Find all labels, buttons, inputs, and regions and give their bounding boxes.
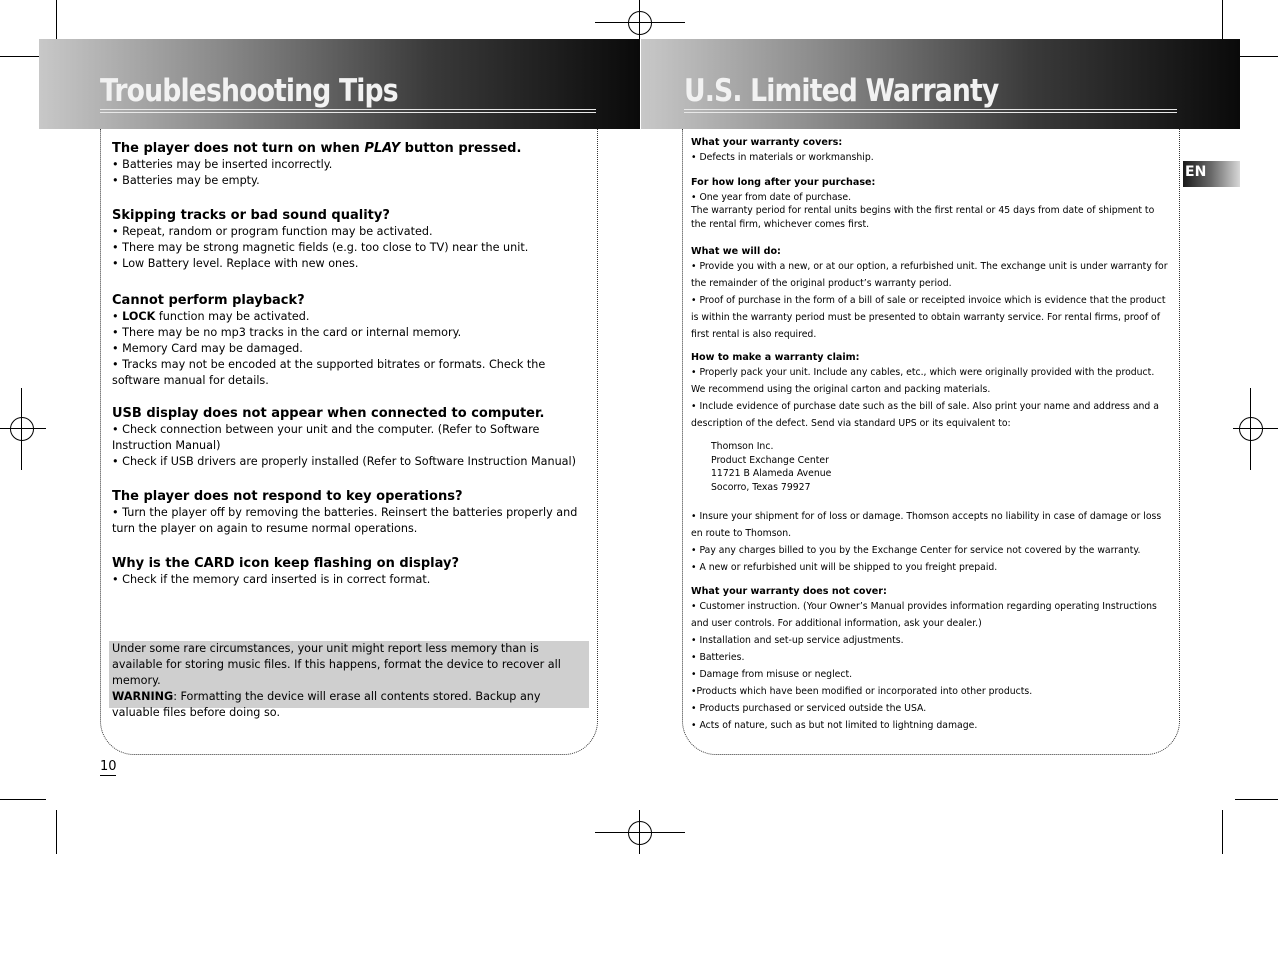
trouble-section <box>112 292 588 389</box>
warranty-line: • Provide you with a new, or at our option, a refurbished unit. The exchange unit is under warranty for the remainder of the original product’s warranty period. <box>691 261 1168 289</box>
crop-mark <box>595 832 685 833</box>
warranty-line: • Defects in materials or workmanship. <box>691 152 874 163</box>
section-line: • LOCK function may be activated. <box>112 310 310 323</box>
section-line: • Low Battery level. Replace with new ones. <box>112 257 359 270</box>
warranty-line: • Installation and set-up service adjustments. <box>691 635 904 646</box>
warranty-line: • Products purchased or serviced outside the USA. <box>691 703 927 714</box>
crop-mark <box>21 388 22 470</box>
registration-mark <box>628 11 652 35</box>
section-heading: Cannot perform playback? <box>112 293 305 308</box>
trouble-section <box>112 405 588 470</box>
note-warning <box>109 689 589 721</box>
page-number: 10 <box>100 759 117 774</box>
warning-text: : Formatting the device will erase all contents stored. Backup any valuable files before doing so. <box>112 690 541 719</box>
registration-mark <box>10 417 34 441</box>
title-rule <box>100 109 596 110</box>
crop-mark <box>0 428 46 429</box>
warranty-heading: How to make a warranty claim: <box>691 352 860 363</box>
crop-mark <box>639 810 640 854</box>
section-line: • Repeat, random or program function may be activated. <box>112 225 433 238</box>
trouble-section <box>112 555 588 588</box>
language-tab-label: EN <box>1185 164 1207 180</box>
address-line: Socorro, Texas 79927 <box>711 481 811 493</box>
note-text: Under some rare circumstances, your unit might report less memory than is available for storing music files. If this happens, format the device to recover all memory. <box>112 642 561 687</box>
address-line: Product Exchange Center <box>711 454 829 466</box>
crop-mark <box>1235 56 1278 57</box>
warranty-heading: For how long after your purchase: <box>691 177 876 188</box>
section-heading: Why is the CARD icon keep flashing on display? <box>112 556 459 571</box>
warranty-line: • Batteries. <box>691 652 745 663</box>
crop-mark <box>595 22 685 23</box>
title-rule <box>684 112 1177 113</box>
section-heading: The player does not turn on when PLAY button pressed. <box>112 141 522 156</box>
address-line: Thomson Inc. <box>711 441 774 452</box>
header-banner-right <box>641 39 1240 129</box>
page-title: U.S. Limited Warranty <box>684 73 999 109</box>
warranty-heading: What your warranty covers: <box>691 137 843 148</box>
section-line: • Turn the player off by removing the batteries. Reinsert the batteries properly and turn the player on again to resume normal operations. <box>112 506 578 535</box>
warranty-line: • Acts of nature, such as but not limited to lightning damage. <box>691 720 978 731</box>
section-line: • Check connection between your unit and the computer. (Refer to Software Instruction Manual) <box>112 423 540 452</box>
crop-mark <box>1233 428 1278 429</box>
trouble-section <box>112 207 588 272</box>
crop-mark <box>1235 799 1278 800</box>
section-heading: USB display does not appear when connected to computer. <box>112 406 545 421</box>
section-line: • Check if USB drivers are properly installed (Refer to Software Instruction Manual) <box>112 455 576 468</box>
crop-mark <box>0 799 46 800</box>
title-rule <box>100 112 596 113</box>
warranty-line: • Pay any charges billed to you by the Exchange Center for service not covered by the warranty. <box>691 545 1141 556</box>
warning-label: WARNING <box>112 690 174 703</box>
section-line: • Tracks may not be encoded at the supported bitrates or formats. Check the software manual for details. <box>112 358 546 387</box>
section-line: • Memory Card may be damaged. <box>112 342 303 355</box>
section-line: • Batteries may be inserted incorrectly. <box>112 158 333 171</box>
crop-mark <box>56 810 57 854</box>
exchange-address <box>691 440 1171 494</box>
registration-mark <box>1239 417 1263 441</box>
warranty-line: • Damage from misuse or neglect. <box>691 669 853 680</box>
registration-mark <box>628 821 652 845</box>
warranty-line: • One year from date of purchase. <box>691 192 852 203</box>
warranty-line: • Properly pack your unit. Include any cables, etc., which were originally provided with the product. We recommend using the original carton and packing materials. <box>691 367 1155 395</box>
warranty-line: • Insure your shipment for of loss or damage. Thomson accepts no liability in case of damage or loss en route to Thomson. <box>691 511 1162 539</box>
warranty-heading: What we will do: <box>691 246 781 257</box>
trouble-section <box>112 488 588 537</box>
header-banner-left <box>39 39 640 129</box>
warranty-text <box>691 136 1171 734</box>
title-rule <box>684 109 1177 110</box>
trouble-section <box>112 140 588 189</box>
warranty-line: •Products which have been modified or incorporated into other products. <box>691 686 1033 697</box>
section-line: • There may be no mp3 tracks in the card or internal memory. <box>112 326 462 339</box>
section-line: • Batteries may be empty. <box>112 174 260 187</box>
page-title: Troubleshooting Tips <box>100 73 398 109</box>
page-number-underline <box>100 775 116 776</box>
troubleshooting-list <box>112 140 588 588</box>
warranty-line: • Proof of purchase in the form of a bill of sale or receipted invoice which is evidence that the product is within the warranty period must be presented to obtain warranty service. For rental firms, proof of first rental is also required. <box>691 295 1166 340</box>
warranty-line: The warranty period for rental units begins with the first rental or 45 days from date of shipment to the rental firm, whichever comes first. <box>691 205 1155 230</box>
memory-note <box>109 641 589 719</box>
section-line: • There may be strong magnetic fields (e.g. too close to TV) near the unit. <box>112 241 529 254</box>
section-heading: Skipping tracks or bad sound quality? <box>112 208 390 223</box>
section-heading: The player does not respond to key operations? <box>112 489 463 504</box>
warranty-line: • A new or refurbished unit will be shipped to you freight prepaid. <box>691 562 998 573</box>
warranty-line: • Include evidence of purchase date such as the bill of sale. Also print your name and address and a description of the defect. Send via standard UPS or its equivalent to: <box>691 401 1159 429</box>
crop-mark <box>1222 810 1223 854</box>
section-line: • Check if the memory card inserted is in correct format. <box>112 573 431 586</box>
warranty-heading: What your warranty does not cover: <box>691 586 887 597</box>
warranty-line: • Customer instruction. (Your Owner’s Manual provides information regarding operating Instructions and user controls. For additional information, ask your dealer.) <box>691 601 1157 629</box>
crop-mark <box>1250 388 1251 470</box>
address-line: 11721 B Alameda Avenue <box>711 468 832 479</box>
language-tab <box>1183 161 1240 187</box>
